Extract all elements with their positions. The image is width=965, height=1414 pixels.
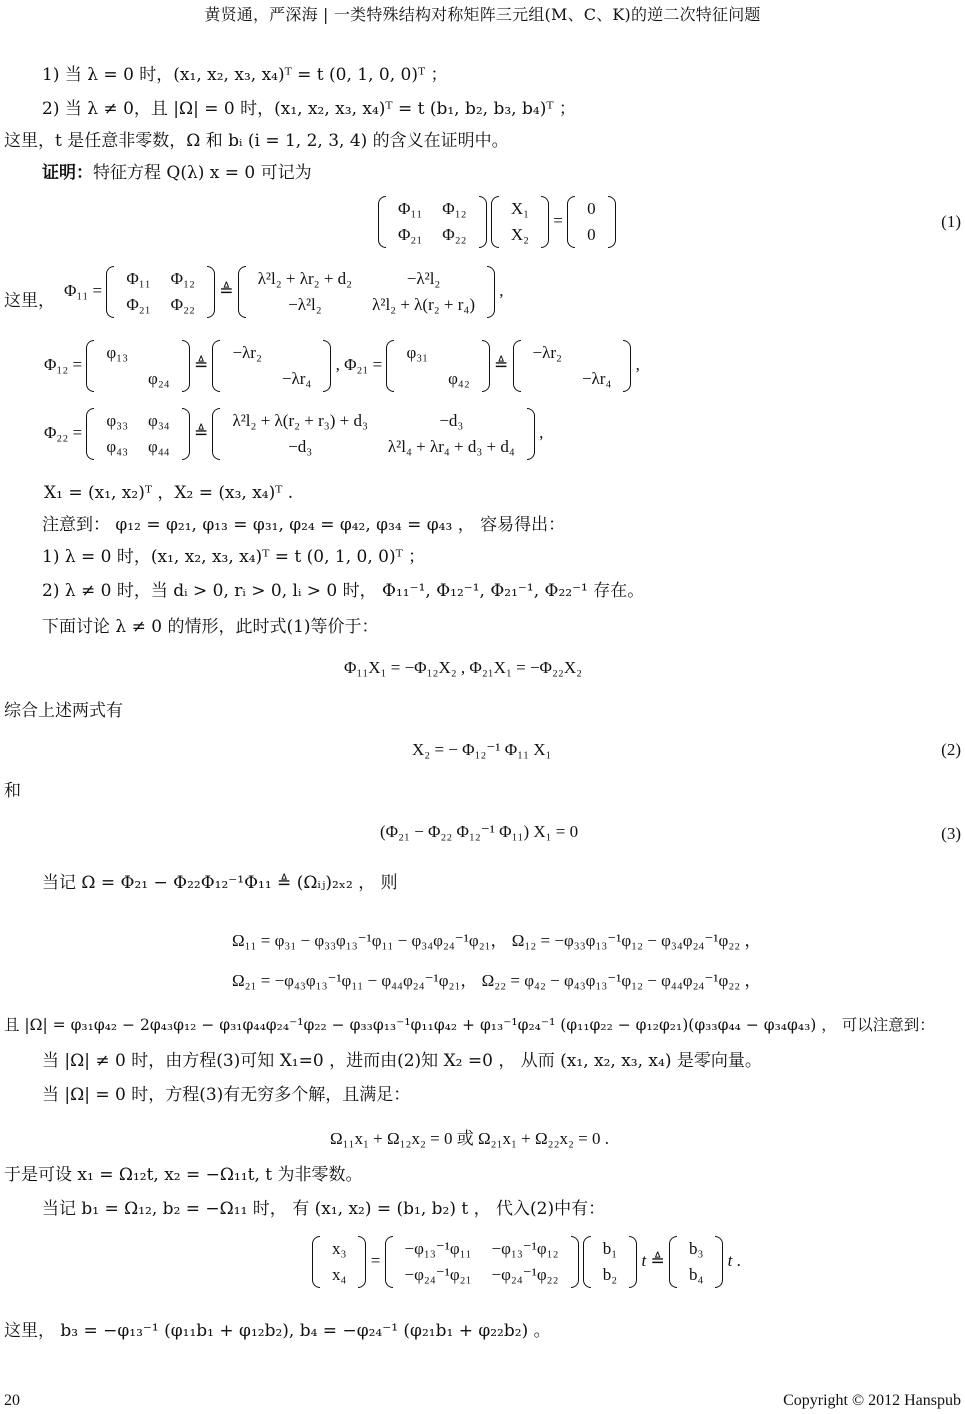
matrix-cell: −d₃ (288, 437, 313, 456)
omega-determinant: 且 |Ω| = φ₃₁φ₄₂ − 2φ₄₃φ₁₂ − φ₃₁φ₄₄φ₂₄⁻¹φ₂₂ − φ₃₃φ₁₃⁻¹φ₁₁φ₄₂ + φ₁₃⁻¹φ₂₄⁻¹ (φ₁₁φ₂₂ − φ₁₂φ₂₁)(φ₃₃φ₄₄ − φ₃₄φ₄₃) ， 可以注意到： (4, 1016, 935, 1034)
omega-conditions: Ω₁₁x₁ + Ω₁₂x₂ = 0 或 Ω₂₁x₁ + Ω₂₂x₂ = 0 . (330, 1129, 610, 1148)
b-definition: 当记 b₁ = Ω₁₂, b₂ = −Ω₁₁ 时， 有 (x₁, x₂) = (b₁, b₂) t ， 代入(2)中有： (42, 1199, 606, 1219)
matrix-cell: 0 (587, 199, 596, 218)
phi22-def-sign: ≜ (193, 422, 209, 442)
b34-definition: 这里， b₃ = −φ₁₃⁻¹ (φ₁₁b₁ + φ₁₂b₂), b₄ = −φ₂₄⁻¹ (φ₂₁b₁ + φ₂₂b₂) 。 (4, 1321, 551, 1341)
phi11-comma: , (499, 280, 504, 300)
matrix-cell: x₄ (332, 1265, 347, 1284)
zero-det-case: 当 |Ω| = 0 时，方程(3)有无穷多个解，且满足： (42, 1085, 411, 1105)
matrix-cell: X₂ (510, 225, 530, 244)
b12-vector (583, 1236, 637, 1288)
matrix-cell: Φ₁₁ (398, 199, 423, 218)
matrix-cell (572, 340, 621, 366)
matrix-cell: φ₄₂ (448, 369, 470, 388)
x-vectors-def: X₁ = (x₁, x₂)ᵀ ，X₂ = (x₃, x₄)ᵀ . (44, 483, 294, 503)
matrix-cell: −φ₁₃⁻¹φ₁₂ (491, 1239, 559, 1258)
matrix-cell: φ₃₄ (148, 411, 170, 430)
matrix-cell: φ₃₁ (406, 343, 429, 362)
matrix-cell: λ²l₂ + λ(r₂ + r₃) + d₃ (232, 411, 368, 430)
matrix-cell: b₃ (688, 1239, 704, 1258)
phi11-label: Φ₁₁ = (64, 280, 103, 300)
symmetry-note: 注意到： φ₁₂ = φ₂₁, φ₁₃ = φ₃₁, φ₂₄ = φ₄₂, φ₃₄ = φ₄₃ ， 容易得出： (42, 515, 566, 535)
here-label: 这里， (4, 291, 55, 311)
equation-2: X₂ = − Φ₁₂⁻¹ Φ₁₁ X₁ (412, 740, 552, 759)
matrix-cell: λ²l₂ + λ(r₂ + r₄) (372, 295, 476, 314)
final-matrix-equation (312, 1236, 741, 1288)
omega-definition: 当记 Ω = Φ₂₁ − Φ₂₂Φ₁₂⁻¹Φ₁₁ ≜ (Ωᵢⱼ)₂ₓ₂ ， 则 (42, 873, 398, 893)
phi21-label: , Φ₂₁ = (335, 354, 383, 374)
matrix-cell (272, 340, 321, 366)
phi21-comma: , (635, 354, 640, 374)
phi12-def-sign: ≜ (193, 354, 209, 374)
matrix-cell: −d₃ (439, 411, 464, 430)
nonzero-det-case: 当 |Ω| ≠ 0 时，由方程(3)可知 X₁=0 ，进而由(2)知 X₂ =0 ， 从而 (x₁, x₂, x₃, x₄) 是零向量。 (42, 1051, 762, 1071)
x34-vector (312, 1236, 366, 1288)
matrix-cell: Φ₂₁ (398, 225, 423, 244)
phi-inverse-matrix (385, 1236, 579, 1288)
eqno-2: (2) (941, 740, 961, 759)
phi21-def-sign: ≜ (494, 354, 509, 374)
phi11-value (238, 266, 495, 318)
eq1-equals: = (553, 210, 563, 230)
matrix-cell: b₂ (602, 1265, 618, 1284)
phi12-phi21-definition (44, 340, 640, 392)
matrix-cell: Φ₁₁ (126, 269, 151, 288)
omega-row-2: Ω₂₁ = −φ₄₃φ₁₃⁻¹φ₁₁ − φ₄₄φ₂₄⁻¹φ₂₁， Ω₂₂ = φ₄₂ − φ₄₃φ₁₃⁻¹φ₁₂ − φ₄₄φ₂₄⁻¹φ₂₂ ， (232, 971, 762, 990)
matrix-cell: Φ₂₂ (442, 225, 467, 244)
final-dot: . (736, 1250, 741, 1270)
matrix-cell: φ₁₃ (106, 343, 129, 362)
matrix-cell: φ₄₄ (148, 437, 170, 456)
matrix-cell (438, 340, 480, 366)
matrix-cell: −λ²l₂ (288, 295, 322, 314)
b34-vector (669, 1236, 723, 1288)
matrix-cell: −λr₄ (581, 369, 612, 388)
proof-label: 证明： (42, 163, 93, 183)
result-1: 1) λ = 0 时，(x₁, x₂, x₃, x₄)ᵀ = t (0, 1, 0, 0)ᵀ ； (42, 547, 426, 567)
equation-3: (Φ₂₁ − Φ₂₂ Φ₁₂⁻¹ Φ₁₁) X₁ = 0 (380, 822, 579, 841)
discussion-intro: 下面讨论 λ ≠ 0 的情形，此时式(1)等价于： (42, 617, 379, 637)
phi22-comma: , (539, 422, 544, 442)
matrix-cell: X₁ (510, 199, 530, 218)
matrix-cell: −λr₂ (532, 343, 562, 362)
matrix-cell: −λr₄ (281, 369, 312, 388)
phi21-value (513, 340, 632, 392)
matrix-cell: b₁ (602, 1239, 618, 1258)
page-number: 20 (4, 1392, 20, 1409)
matrix-cell: −λ²l₂ (406, 269, 441, 288)
phi22-value (212, 408, 534, 460)
final-equals: = (370, 1250, 381, 1270)
proof-text: 特征方程 Q(λ) x = 0 可记为 (93, 163, 312, 183)
equation-1 (378, 196, 616, 248)
matrix-cell: φ₂₄ (148, 369, 170, 388)
phi12-block (86, 340, 189, 392)
matrix-cell: Φ₁₂ (442, 199, 467, 218)
matrix-cell: x₃ (332, 1239, 347, 1258)
matrix-cell: b₄ (688, 1265, 704, 1284)
phi12-value (212, 340, 331, 392)
final-t: t (641, 1250, 647, 1270)
combine-text: 综合上述两式有 (4, 701, 123, 721)
phi11-definition (64, 266, 504, 318)
matrix-cell: Φ₂₁ (126, 295, 151, 314)
final-def-sign: ≜ (650, 1250, 665, 1270)
matrix-cell: Φ₂₂ (170, 295, 195, 314)
phi22-label: Φ₂₂ = (44, 422, 83, 442)
matrix-cell (523, 366, 572, 392)
case-2-statement: 2) 当 λ ≠ 0，且 |Ω| = 0 时，(x₁, x₂, x₃, x₄)ᵀ = t (b₁, b₂, b₃, b₄)ᵀ ； (42, 99, 576, 119)
eq1-rhs (567, 196, 616, 248)
phi11-block (106, 266, 215, 318)
matrix-cell (222, 366, 271, 392)
equivalent-system: Φ₁₁X₁ = −Φ₁₂X₂ , Φ₂₁X₁ = −Φ₂₂X₂ (344, 658, 583, 677)
matrix-cell: −φ₂₄⁻¹φ₂₂ (491, 1265, 559, 1284)
eqno-1: (1) (941, 212, 961, 231)
matrix-cell: −φ₁₃⁻¹φ₁₁ (404, 1239, 472, 1258)
eq1-block-matrix (378, 196, 487, 248)
phi11-def-sign: ≜ (219, 280, 234, 300)
and-text: 和 (4, 781, 21, 801)
result-2: 2) λ ≠ 0 时，当 dᵢ > 0, rᵢ > 0, lᵢ > 0 时， Φ₁₁⁻¹, Φ₁₂⁻¹, Φ₂₁⁻¹, Φ₂₂⁻¹ 存在。 (42, 581, 645, 601)
matrix-cell (396, 366, 438, 392)
matrix-cell: λ²l₂ + λr₂ + d₂ (257, 269, 353, 288)
matrix-cell (138, 340, 180, 366)
matrix-cell: −λr₂ (232, 343, 262, 362)
running-header: 黄贤通，严深海 | 一类特殊结构对称矩阵三元组(M、C、K)的逆二次特征问题 (204, 5, 761, 24)
matrix-cell: −φ₂₄⁻¹φ₂₁ (404, 1265, 472, 1284)
matrix-cell: 0 (587, 225, 596, 244)
eqno-3: (3) (941, 824, 961, 843)
matrix-cell: Φ₁₂ (170, 269, 195, 288)
notation-note: 这里，t 是任意非零数，Ω 和 bᵢ (i = 1, 2, 3, 4) 的含义在证明中。 (4, 131, 509, 151)
matrix-cell (96, 366, 138, 392)
case-1-statement: 1) 当 λ = 0 时，(x₁, x₂, x₃, x₄)ᵀ = t (0, 1, 0, 0)ᵀ ； (42, 65, 448, 85)
matrix-cell: φ₄₃ (106, 437, 129, 456)
phi22-definition (44, 408, 543, 460)
matrix-cell: φ₃₃ (106, 411, 129, 430)
omega-row-1: Ω₁₁ = φ₃₁ − φ₃₃φ₁₃⁻¹φ₁₁ − φ₃₄φ₂₄⁻¹φ₂₁， Ω₁₂ = −φ₃₃φ₁₃⁻¹φ₁₂ − φ₃₄φ₂₄⁻¹φ₂₂ ， (232, 931, 762, 950)
phi22-block (86, 408, 189, 460)
phi21-block (386, 340, 489, 392)
eq1-vector (491, 196, 549, 248)
matrix-cell: λ²l₄ + λr₄ + d₃ + d₄ (387, 437, 515, 456)
proof-intro (42, 162, 312, 184)
phi12-label: Φ₁₂ = (44, 354, 83, 374)
final-t2: t (727, 1250, 733, 1270)
copyright-notice: Copyright © 2012 Hanspub (783, 1392, 961, 1409)
set-x-text: 于是可设 x₁ = Ω₁₂t, x₂ = −Ω₁₁t, t 为非零数。 (4, 1165, 363, 1185)
